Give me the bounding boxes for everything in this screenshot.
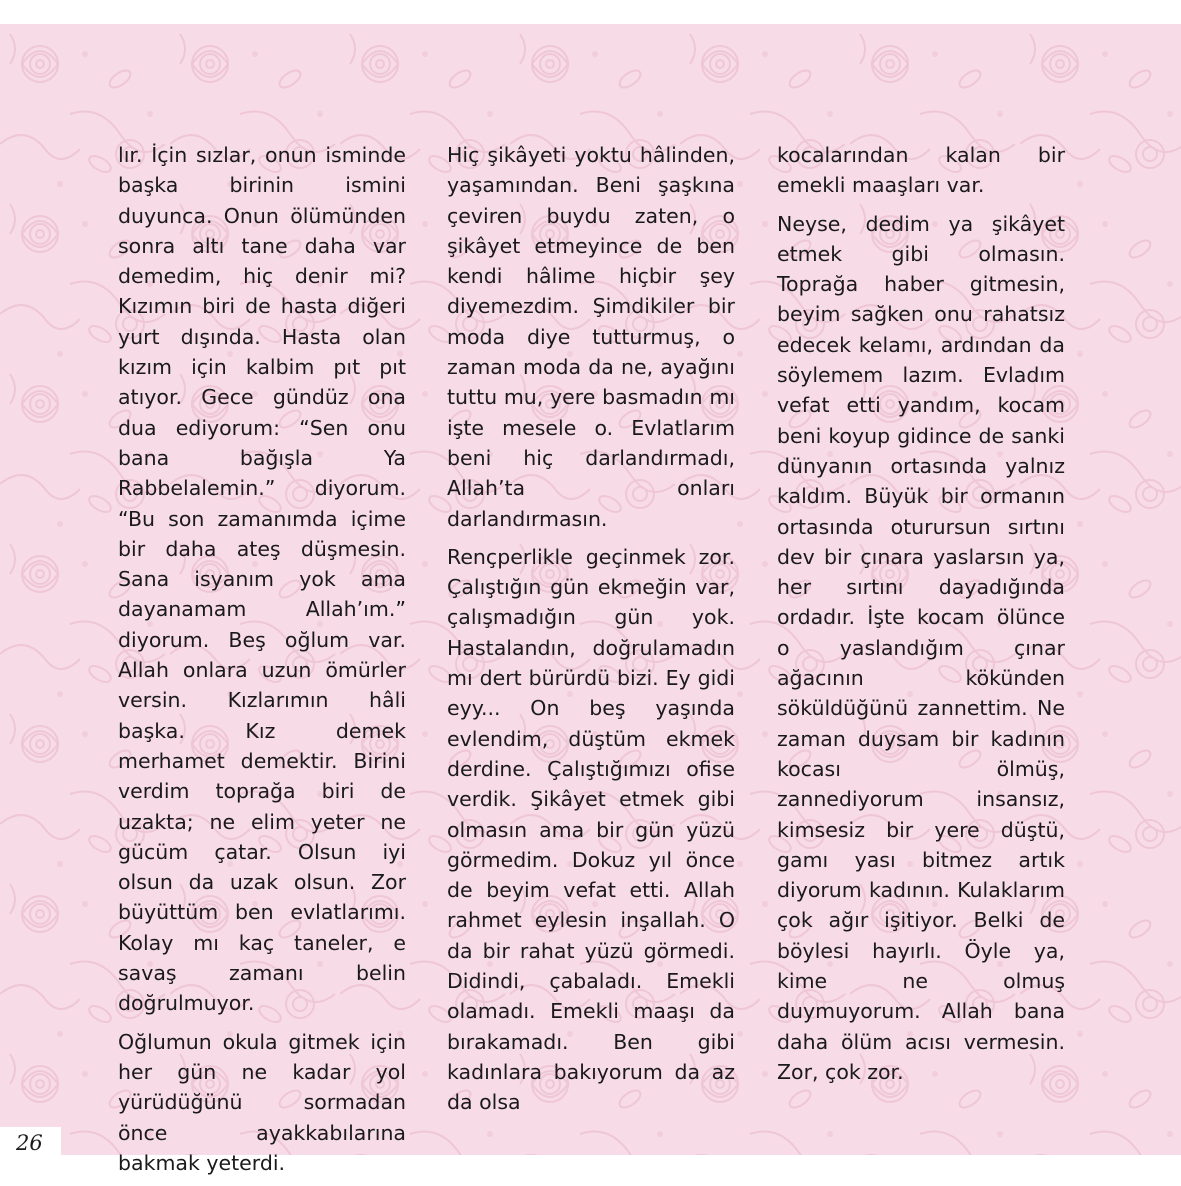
paragraph: Oğlumun okula gitmek için her gün ne kadar yol yürüdüğünü sormadan önce ayakkabılarına bakmak yeterdi. <box>118 1029 406 1175</box>
paragraph: lır. İçin sızlar, onun isminde başka birinin ismini duyunca. Onun ölümünden sonra altı tane daha var demedim, hiç denir mi? Kızımın biri de hasta diğeri yurt dışında. Hasta olan kızım için kalbim pıt pıt atıyor. Gece gündüz ona dua ediyorum: “Sen onu bana bağışla Ya Rabbelalemin.” diyorum. “Bu son zamanımda içime bir daha ateş düşmesin. Sana isyanım yok ama dayanamam Allah’ım.” diyorum. Beş oğlum var. Allah onlara uzun ömürler versin. Kızlarımın hâli başka. Kız demek merhamet demektir. Birini verdim toprağa biri de uzakta; ne elim yeter ne gücüm çatar. Olsun iyi olsun da uzak olsun. Zor büyüttüm ben evlatlarımı. Kolay mı kaç taneler, e savaş zamanı belin doğrulmuyor. <box>118 143 406 1016</box>
paragraph: kocalarından kalan bir emekli maaşları var. <box>777 143 1065 198</box>
text-column-3 <box>777 140 1065 1095</box>
paragraph: Rençperlikle geçinmek zor. Çalıştığın gün ekmeğin var, çalışmadığın gün yok. Hastalandın, doğrulamadın mı dert bürürdü bizi. Ey gidi eyy... On beş yaşında evlendim, düştüm ekmek derdine. Çalıştığımızı ofise verdik. Şikâyet etmek gibi olmasın ama bir gün yüzü görmedim. Dokuz yıl önce de beyim vefat etti. Allah rahmet eylesin inşallah. O da bir rahat yüzü görmedi. Didindi, çabaladı. Emekli olamadı. Emekli maaşı da bırakamadı. Ben gibi kadınlara bakıyorum da az da olsa <box>447 544 735 1115</box>
page-number-box <box>0 1127 61 1165</box>
text-column-2 <box>447 140 735 1126</box>
text-column-1 <box>118 140 406 1186</box>
page-number: 26 <box>16 1131 43 1155</box>
paragraph: Hiç şikâyeti yoktu hâlinden, yaşamından. Beni şaşkına çeviren buydu zaten, o şikâyet etmeyince de ben kendi hâlime hiçbir şey diyemezdim. Şimdikiler bir moda diye tutturmuş, o zaman moda da ne, ayağını tuttu mu, yere basmadın mı işte mesele o. Evlatlarım beni hiç darlandırmadı, Allah’ta onları darlandırmasın. <box>447 143 735 531</box>
paragraph: Neyse, dedim ya şikâyet etmek gibi olmasın. Toprağa haber gitmesin, beyim sağken onu rahatsız edecek kelamı, ardından da söylemem lazım. Evladım vefat etti yandım, kocam beni koyup gidince de sanki dünyanın ortasında yalnız kaldım. Büyük bir ormanın ortasında oturursun sırtını dev bir çınara yaslarsın ya, her sırtını dayadığında ordadır. İşte kocam ölünce o yaslandığım çınar ağacının kökünden söküldüğünü zannettim. Ne zaman duysam bir kadının kocası ölmüş, zannediyorum insansız, kimsesiz bir yere düştü, gamı yası bitmez artık diyorum kadının. Kulaklarım çok ağır işitiyor. Belki de böylesi hayırlı. Öyle ya, kime ne olmuş duymuyorum. Allah bana daha ölüm acısı vermesin. Zor, çok zor. <box>777 211 1065 1084</box>
